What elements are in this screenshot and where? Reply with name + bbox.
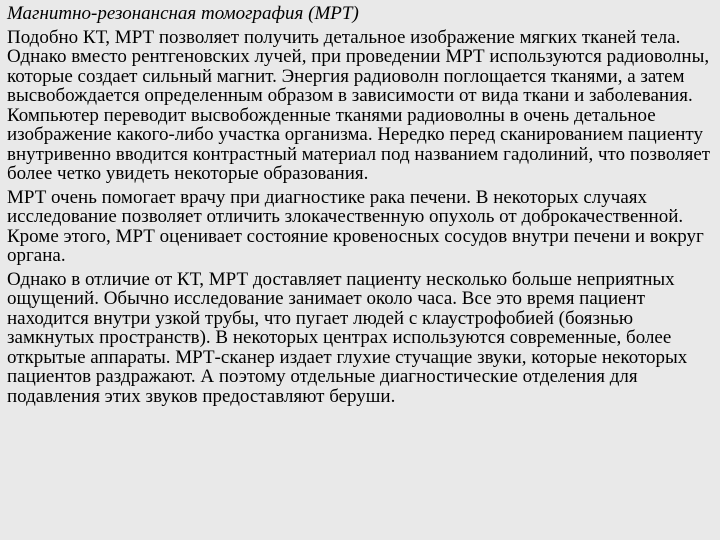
slide-content [7,4,715,410]
paragraph-patient-discomfort: Однако в отличие от КТ, МРТ доставляет пациенту несколько больше неприятных ощущений. Обычно исследование занимает около часа. Все это время пациент находится внутри узкой трубы, что пугает людей с клаустрофобией (боязнью замкнутых пространств). В некоторых центрах используются современные, более открытые аппараты. МРТ-сканер издает глухие стучащие звуки, которые некоторых пациентов раздражают. А поэтому отдельные диагностические отделения для подавления этих звуков предоставляют беруши. [7,268,688,407]
paragraph-mri-overview: Подобно КТ, МРТ позволяет получить детальное изображение мягких тканей тела. Однако вместо рентгеновских лучей, при проведении МРТ используются радиоволны, которые создает сильный магнит. Энергия радиоволн поглощается тканями, а затем высвобождается определенным образом в зависимости от вида ткани и заболевания. Компьютер переводит высвобожденные тканями радиоволны в очень детальное изображение какого-либо участка организма. Нередко перед сканированием пациенту внутривенно вводится контрастный материал под названием гадолиний, что позволяет более четко увидеть некоторые образования. [7,26,711,184]
slide-title: Магнитно-резонансная томография (МРТ) [7,3,359,24]
paragraph-liver-cancer-diagnosis: МРТ очень помогает врачу при диагностике рака печени. В некоторых случаях исследование позволяет отличить злокачественную опухоль от доброкачественной. Кроме этого, МРТ оценивает состояние кровеносных сосудов внутри печени и вокруг органа. [7,186,704,266]
